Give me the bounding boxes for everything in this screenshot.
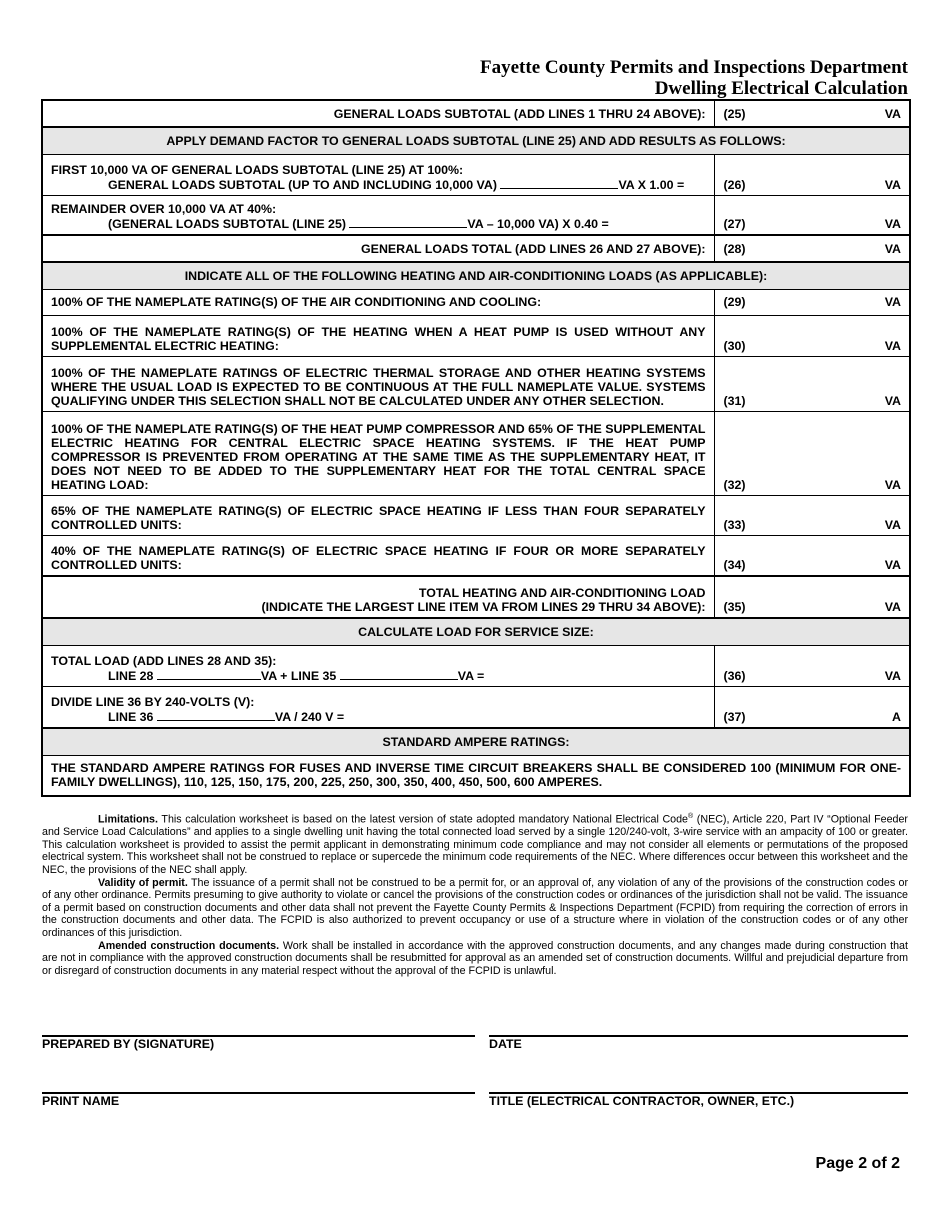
line-37-subtext: LINE 36 bbox=[108, 710, 154, 724]
validity-title: Validity of permit. bbox=[98, 876, 188, 889]
line-32-value[interactable] bbox=[714, 411, 910, 495]
limitations-text-a: This calculation worksheet is based on the latest version of state adopted mandatory National Electrical Code bbox=[161, 813, 688, 826]
print-name-label: PRINT NAME bbox=[42, 1094, 120, 1108]
unit: A bbox=[892, 710, 901, 724]
line-32-label: 100% OF THE NAMEPLATE RATING(S) OF THE HEAT PUMP COMPRESSOR AND 65% OF THE SUPPLEMENTAL ELECTRIC HEATING FOR CENTRAL ELECTRIC SPACE HEATING SYSTEMS. IF THE HEAT PUMP COMPRESSOR IS PREVENTED FROM OPERATING AT THE SAME TIME AS THE SUPPLEMENTARY HEAT, IT DOES NOT NEED TO BE ADDED TO THE SUPPLEMENTARY HEAT FOR THE TOTAL CENTRAL SPACE HEATING LOAD: bbox=[42, 411, 714, 495]
line-33-label: 65% OF THE NAMEPLATE RATING(S) OF ELECTRIC SPACE HEATING IF LESS THAN FOUR SEPARATELY CONTROLLED UNITS: bbox=[42, 495, 714, 535]
line-number: (26) bbox=[723, 177, 746, 192]
line-26-value[interactable] bbox=[714, 154, 910, 195]
line-30-value[interactable] bbox=[714, 315, 910, 356]
line-26-formula: VA X 1.00 = bbox=[618, 177, 685, 192]
line-36-row bbox=[42, 645, 910, 686]
line-number: (32) bbox=[723, 477, 746, 492]
section-header-row bbox=[42, 618, 910, 645]
unit: VA bbox=[884, 217, 901, 231]
legal-notes bbox=[42, 811, 908, 977]
amended-title: Amended construction documents. bbox=[98, 939, 280, 952]
line-26-row bbox=[42, 154, 910, 195]
line-35-value[interactable] bbox=[714, 576, 910, 618]
line-35-label bbox=[42, 576, 714, 618]
line-27-row bbox=[42, 195, 910, 235]
line-number: (29) bbox=[723, 295, 746, 309]
line-26-subtext: GENERAL LOADS SUBTOTAL (UP TO AND INCLUDING 10,000 VA) bbox=[108, 177, 497, 192]
section-header-row bbox=[42, 728, 910, 755]
section-heating-ac: INDICATE ALL OF THE FOLLOWING HEATING AND AIR-CONDITIONING LOADS (AS APPLICABLE): bbox=[42, 262, 910, 289]
line-36-equals: VA = bbox=[457, 668, 485, 683]
line-30-row bbox=[42, 315, 910, 356]
unit: VA bbox=[884, 477, 901, 492]
line-26-label bbox=[42, 154, 714, 195]
line-37-label bbox=[42, 686, 714, 728]
line-36-formula: VA + LINE 35 bbox=[260, 668, 337, 683]
unit: VA bbox=[884, 106, 901, 121]
line-32-row bbox=[42, 411, 910, 495]
line-25-entry-blank[interactable] bbox=[500, 177, 618, 189]
line-35-entry-blank[interactable] bbox=[340, 668, 458, 680]
form-title: Dwelling Electrical Calculation bbox=[654, 78, 908, 99]
line-25-row bbox=[42, 100, 910, 127]
line-27-value[interactable] bbox=[714, 195, 910, 235]
unit: VA bbox=[884, 668, 901, 683]
date-label: DATE bbox=[489, 1037, 522, 1051]
line-number: (35) bbox=[723, 600, 746, 614]
line-27-subtext: (GENERAL LOADS SUBTOTAL (LINE 25) bbox=[108, 217, 346, 231]
line-number: (30) bbox=[723, 338, 746, 353]
unit: VA bbox=[884, 600, 901, 614]
unit: VA bbox=[884, 241, 901, 256]
limitations-paragraph bbox=[42, 811, 908, 877]
line-33-value[interactable] bbox=[714, 495, 910, 535]
line-number: (31) bbox=[723, 393, 746, 408]
line-35-subtext: (INDICATE THE LARGEST LINE ITEM VA FROM LINES 29 THRU 34 ABOVE): bbox=[261, 600, 706, 614]
unit: VA bbox=[884, 517, 901, 532]
line-36-text: TOTAL LOAD (ADD LINES 28 AND 35): bbox=[51, 653, 277, 668]
line-number: (25) bbox=[723, 106, 746, 121]
calculation-table bbox=[41, 99, 911, 797]
line-29-label: 100% OF THE NAMEPLATE RATING(S) OF THE AIR CONDITIONING AND COOLING: bbox=[42, 289, 714, 315]
line-number: (28) bbox=[723, 241, 746, 256]
line-28-label: GENERAL LOADS TOTAL (ADD LINES 26 AND 27 ABOVE): bbox=[42, 235, 714, 262]
line-28-entry-blank[interactable] bbox=[157, 668, 261, 680]
validity-text: The issuance of a permit shall not be construed to be a permit for, or an approval of, any violation of any of the provisions of the construction codes or of any other ordinance. Permits presuming to give authority to violate or cancel the provisions of the construction codes or ordinances of the jurisdiction shall not be valid. The issuance of a permit based on construction documents and other data shall not prevent the Fayette County Permits & Inspections Department (FCPID) from requiring the correction of errors in the construction documents and other data. The FCPID is also authorized to prevent occupancy or use of a structure where in violation of the construction codes or of any other ordinances of this jurisdiction. bbox=[42, 876, 908, 939]
line-30-label: 100% OF THE NAMEPLATE RATING(S) OF THE HEATING WHEN A HEAT PUMP IS USED WITHOUT ANY SUPPLEMENTAL ELECTRIC HEATING: bbox=[42, 315, 714, 356]
line-35-row bbox=[42, 576, 910, 618]
line-37-row bbox=[42, 686, 910, 728]
line-34-row bbox=[42, 535, 910, 576]
line-36-label bbox=[42, 645, 714, 686]
line-28-value[interactable] bbox=[714, 235, 910, 262]
line-27-text: REMAINDER OVER 10,000 VA AT 40%: bbox=[51, 202, 277, 216]
unit: VA bbox=[884, 177, 901, 192]
section-header-row bbox=[42, 127, 910, 154]
unit: VA bbox=[884, 338, 901, 353]
amended-text: Work shall be installed in accordance with the approved construction documents, and any changes made during construction that are not in compliance with the approved construction documents shall be resubmitted for approval as an amended set of construction documents. Willful and prejudicial departure from or disregard of construction documents in any material respect without the approval of the FCPID is unlawful. bbox=[42, 939, 908, 977]
line-35-text: TOTAL HEATING AND AIR-CONDITIONING LOAD bbox=[418, 586, 706, 600]
ampere-ratings-text: THE STANDARD AMPERE RATINGS FOR FUSES AND INVERSE TIME CIRCUIT BREAKERS SHALL BE CONSIDERED 100 (MINIMUM FOR ONE-FAMILY DWELLINGS), 110, 125, 150, 175, 200, 225, 250, 300, 350, 400, 450, 500, 600 AMPERES. bbox=[42, 755, 910, 796]
line-37-formula: VA / 240 V = bbox=[274, 710, 345, 724]
line-36-subtext: LINE 28 bbox=[108, 668, 154, 683]
validity-paragraph bbox=[42, 877, 908, 940]
line-25-entry-blank[interactable] bbox=[349, 216, 467, 228]
title-label: TITLE (ELECTRICAL CONTRACTOR, OWNER, ETC.) bbox=[489, 1094, 795, 1108]
line-34-value[interactable] bbox=[714, 535, 910, 576]
section-ampere-ratings: STANDARD AMPERE RATINGS: bbox=[42, 728, 910, 755]
page-number: Page 2 of 2 bbox=[815, 1155, 900, 1172]
line-25-value[interactable] bbox=[714, 100, 910, 127]
unit: VA bbox=[884, 393, 901, 408]
line-37-value[interactable] bbox=[714, 686, 910, 728]
prepared-by-label: PREPARED BY (SIGNATURE) bbox=[42, 1037, 215, 1051]
line-29-value[interactable] bbox=[714, 289, 910, 315]
unit: VA bbox=[884, 558, 901, 572]
line-34-label: 40% OF THE NAMEPLATE RATING(S) OF ELECTRIC SPACE HEATING IF FOUR OR MORE SEPARATELY CONTROLLED UNITS: bbox=[42, 535, 714, 576]
line-36-value[interactable] bbox=[714, 645, 910, 686]
line-27-formula: VA – 10,000 VA) X 0.40 = bbox=[467, 217, 609, 231]
line-number: (27) bbox=[723, 217, 746, 231]
line-26-text: FIRST 10,000 VA OF GENERAL LOADS SUBTOTAL (LINE 25) AT 100%: bbox=[51, 162, 464, 177]
department-title: Fayette County Permits and Inspections Department bbox=[480, 57, 908, 78]
ampere-ratings-row bbox=[42, 755, 910, 796]
line-27-label bbox=[42, 195, 714, 235]
line-number: (34) bbox=[723, 558, 746, 572]
line-25-label: GENERAL LOADS SUBTOTAL (ADD LINES 1 THRU 24 ABOVE): bbox=[42, 100, 714, 127]
line-31-row bbox=[42, 356, 910, 411]
date-line[interactable] bbox=[489, 1035, 908, 1037]
line-number: (36) bbox=[723, 668, 746, 683]
limitations-text-b: (NEC), Article 220, Part IV “Optional Feeder and Service Load Calculations” and applies to a single dwelling unit having the total connected load served by a single 120/240-volt, 3-wire service with an ampacity of 100 or greater. This calculation worksheet is provided to assist the permit applicant in demonstrating minimum code compliance and may not consider all elements or permutations of the proposed electrical system. This worksheet shall not be construed to replace or supercede the minimum code requirements of the NEC. Where differences occur between this worksheet and the NEC, the provisions of the NEC shall apply. bbox=[42, 813, 908, 876]
unit: VA bbox=[884, 295, 901, 309]
line-37-text: DIVIDE LINE 36 BY 240-VOLTS (V): bbox=[51, 695, 255, 709]
line-31-label: 100% OF THE NAMEPLATE RATINGS OF ELECTRIC THERMAL STORAGE AND OTHER HEATING SYSTEMS WHERE THE USUAL LOAD IS EXPECTED TO BE CONTINUOUS AT THE FULL NAMEPLATE VALUE. SYSTEMS QUALIFYING UNDER THIS SELECTION SHALL NOT BE CALCULATED UNDER ANY OTHER SELECTION. bbox=[42, 356, 714, 411]
registered-mark: ® bbox=[688, 813, 694, 820]
section-demand-factor: APPLY DEMAND FACTOR TO GENERAL LOADS SUBTOTAL (LINE 25) AND ADD RESULTS AS FOLLOWS: bbox=[42, 127, 910, 154]
line-33-row bbox=[42, 495, 910, 535]
line-36-entry-blank[interactable] bbox=[157, 709, 275, 721]
section-service-size: CALCULATE LOAD FOR SERVICE SIZE: bbox=[42, 618, 910, 645]
line-29-row bbox=[42, 289, 910, 315]
limitations-title: Limitations. bbox=[98, 813, 158, 826]
line-number: (37) bbox=[723, 710, 746, 724]
section-header-row bbox=[42, 262, 910, 289]
line-31-value[interactable] bbox=[714, 356, 910, 411]
line-number: (33) bbox=[723, 517, 746, 532]
line-28-row bbox=[42, 235, 910, 262]
amended-paragraph bbox=[42, 940, 908, 978]
